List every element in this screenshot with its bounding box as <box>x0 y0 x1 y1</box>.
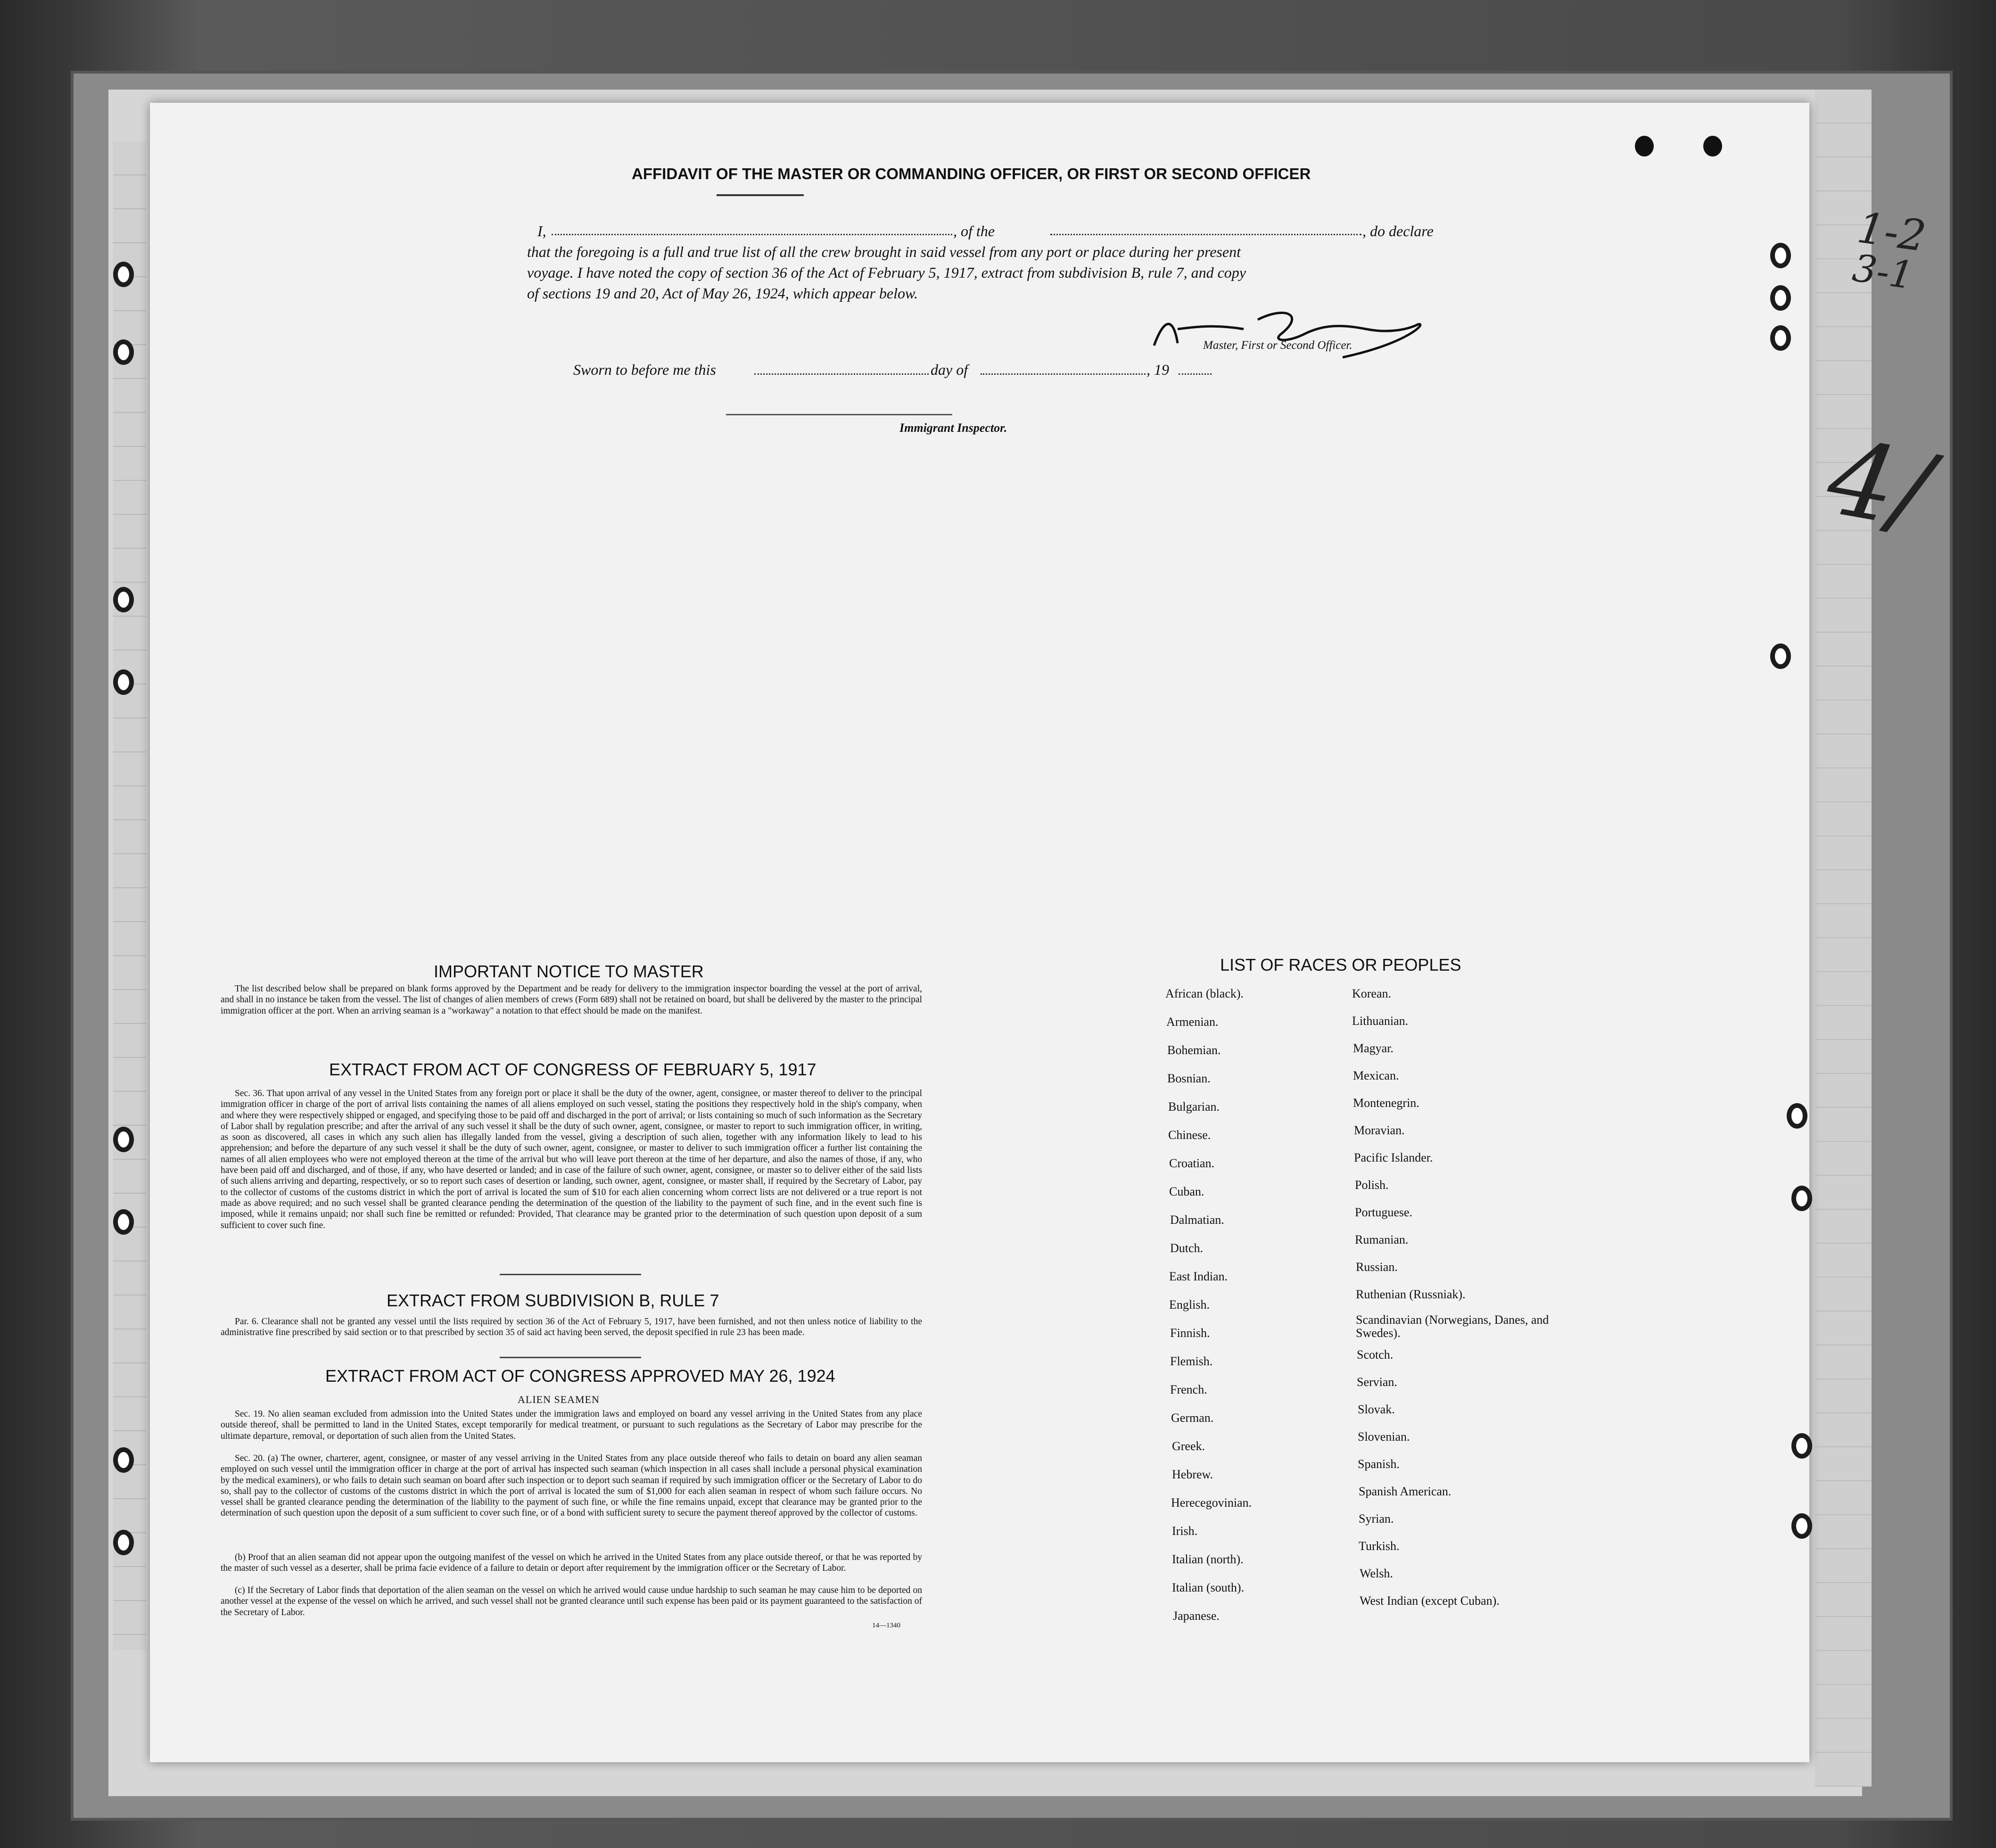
extract-1924-title: EXTRACT FROM ACT OF CONGRESS APPROVED MAY 26, 1924 <box>325 1366 835 1386</box>
binder-hole <box>113 587 134 612</box>
race-item: Bosnian. <box>1167 1072 1211 1085</box>
vessel-name-field[interactable] <box>1050 234 1361 235</box>
punch-hole <box>1703 136 1722 157</box>
race-item: Portuguese. <box>1355 1205 1413 1219</box>
race-item: English. <box>1169 1298 1210 1312</box>
race-item: Scotch. <box>1357 1348 1394 1361</box>
race-item: Hebrew. <box>1172 1468 1213 1481</box>
race-item: African (black). <box>1165 987 1244 1000</box>
race-item: Rumanian. <box>1355 1233 1409 1246</box>
year-label: , 19 <box>1146 361 1169 378</box>
section-divider <box>500 1357 641 1358</box>
race-item: Servian. <box>1357 1375 1397 1389</box>
race-item: Turkish. <box>1359 1539 1400 1553</box>
extract-1917-body: Sec. 36. That upon arrival of any vessel in the United States from any foreign port or place it shall be the duty of the owner, agent, consignee, or master thereof to deliver to the principal immigration officer in charge of the port of arrival lists containing the names of all aliens employed on such vessel, stating the positions they respectively hold in the ship's company, when and where they were respectively shipped or engaged, and specifying those to be paid off and discharged in the port of arrival; or lists containing so much of such information as the Secretary of Labor shall by regulation prescribe; and after the arrival of any such vessel it shall be the duty of such owner, agent, consignee, or master to report to such immigration officer, in writing, as soon as discovered, all cases in which any such alien has illegally landed from the vessel, giving a description of such alien, together with any information likely to lead to his apprehension; and before the departure of any such vessel it shall be the duty of such owner, agent, consignee, or master to deliver to such immigration officer a further list containing the names of all alien employees who were not employed thereon at the time of the arrival but who will leave port thereon at the time of her departure, and also the names of those, if any, who have been paid off and discharged, and of those, if any, who have deserted or landed; and in case of the failure of such owner, agent, consignee, or master so to deliver either of the said lists of such aliens arriving and departing, respectively, or so to report such cases of desertion or landing, such owner, agent, consignee, or master shall, if required by the Secretary of Labor, pay to the collector of customs of the customs district in which the port of arrival is located the sum of $10 for each alien concerning whom correct lists are not delivered or a true report is not made as above required; and no such vessel shall be granted clearance pending the determination of the question of the liability to the payment of such fine, and in the event such fine is imposed, while it remains unpaid; nor shall such fine be remitted or refunded: Provided, That clearance may be granted prior to the determination of such question upon deposit of a sum sufficient to cover such fine. <box>221 1089 922 1230</box>
sworn-day-field[interactable] <box>754 373 929 375</box>
binder-hole <box>1770 243 1791 268</box>
race-item: Italian (south). <box>1172 1581 1245 1594</box>
binder-hole <box>113 262 134 287</box>
race-item: Japanese. <box>1173 1609 1220 1623</box>
race-item: Polish. <box>1355 1178 1389 1192</box>
race-item: Slovak. <box>1358 1402 1395 1416</box>
race-item: Cuban. <box>1169 1185 1204 1198</box>
inspector-signature-line <box>726 414 952 415</box>
day-of-label: day of <box>931 361 968 378</box>
form-number: 14—1340 <box>872 1622 900 1629</box>
race-item: Ruthenian (Russniak). <box>1356 1287 1466 1301</box>
binder-hole <box>1791 1513 1812 1539</box>
sworn-label: Sworn to before me this <box>573 361 716 378</box>
binder-hole <box>1770 285 1791 311</box>
handwritten-mark: 4/ <box>1819 416 1940 553</box>
race-item: Finnish. <box>1170 1326 1210 1340</box>
race-item: Armenian. <box>1166 1015 1219 1029</box>
race-item: Dalmatian. <box>1170 1213 1224 1227</box>
affidavit-line-2: that the foregoing is a full and true list of all the crew brought in said vessel from any port or place during her present <box>527 243 1241 260</box>
race-item: Greek. <box>1172 1439 1205 1453</box>
binder-hole <box>113 1127 134 1152</box>
race-item: Spanish American. <box>1359 1485 1452 1498</box>
race-item: Scandinavian (Norwegians, Danes, and Swedes). <box>1356 1313 1549 1340</box>
race-item: Bulgarian. <box>1168 1100 1220 1114</box>
race-item: Lithuanian. <box>1352 1014 1409 1028</box>
race-item: Syrian. <box>1359 1512 1394 1526</box>
binder-hole <box>1787 1103 1807 1129</box>
notice-body: The list described below shall be prepared on blank forms approved by the Department and be ready for delivery to the immigration inspector boarding the vessel at the port of arrival, and shall in no instance be taken from the vessel. The list of changes of alien members of crews (Form 689) shall not be retained on board, but shall be delivered by the master to the principal immigration officer at the port. When an arriving seaman is a "workaway" a notation to that effect should be made on the manifest. <box>221 984 922 1016</box>
notice-title: IMPORTANT NOTICE TO MASTER <box>434 962 704 981</box>
signature-caption: Master, First or Second Officer. <box>1203 339 1353 352</box>
affidavit-page <box>150 103 1809 1762</box>
title-underline <box>717 194 804 196</box>
extract-rule7-body: Par. 6. Clearance shall not be granted any vessel until the lists required by section 36 of the Act of February 5, 1917, have been furnished, and not then unless notice of liability to the administrative fine prescribed by said section or to that prescribed by section 35 of said act having been served, the deposit specified in rule 23 has been made. <box>221 1317 922 1338</box>
race-item: Russian. <box>1356 1260 1398 1274</box>
binder-hole <box>1770 644 1791 669</box>
extract-1917-title: EXTRACT FROM ACT OF CONGRESS OF FEBRUARY 5, 1917 <box>329 1060 817 1079</box>
do-declare-label: , do declare <box>1362 223 1434 239</box>
affidavit-line-4: of sections 19 and 20, Act of May 26, 1924, which appear below. <box>527 285 918 302</box>
section-divider <box>500 1274 641 1275</box>
race-item: Montenegrin. <box>1353 1096 1419 1110</box>
race-item: Croatian. <box>1169 1156 1215 1170</box>
affidavit-i-label: I, <box>537 223 546 239</box>
race-item: Spanish. <box>1358 1457 1400 1471</box>
punch-hole <box>1635 136 1654 157</box>
extract-1924-sec19: Sec. 19. No alien seaman excluded from admission into the United States under the immigration laws and employed on board any vessel arriving in the United States from any place outside thereof, shall be permitted to land in the United States, except temporarily for medical treatment, or pursuant to such regulations as the Secretary of Labor may prescribe for the ultimate departure, removal, or deportation of such alien from the United States. <box>221 1409 922 1441</box>
extract-rule7-title: EXTRACT FROM SUBDIVISION B, RULE 7 <box>387 1291 719 1310</box>
race-item: Dutch. <box>1170 1241 1204 1255</box>
underlying-page-edge <box>1815 90 1872 1787</box>
race-item: French. <box>1170 1383 1207 1396</box>
race-item: Herecegovinian. <box>1171 1496 1252 1510</box>
affidavit-title: AFFIDAVIT OF THE MASTER OR COMMANDING OFFICER, OR FIRST OR SECOND OFFICER <box>632 165 1311 182</box>
race-item: Mexican. <box>1353 1069 1399 1082</box>
binder-hole <box>113 1209 134 1235</box>
race-item: East Indian. <box>1169 1270 1228 1283</box>
race-item: Pacific Islander. <box>1354 1151 1433 1164</box>
race-item: Moravian. <box>1354 1123 1405 1137</box>
sworn-month-field[interactable] <box>981 373 1146 375</box>
sworn-year-field[interactable] <box>1179 373 1212 375</box>
binder-hole <box>113 339 134 365</box>
race-item: German. <box>1171 1411 1214 1425</box>
binder-hole <box>1791 1433 1812 1459</box>
binder-hole <box>113 1530 134 1555</box>
binder-hole <box>1791 1186 1812 1211</box>
handwritten-mark: 1-2 <box>1854 203 1929 262</box>
alien-seamen-subtitle: ALIEN SEAMEN <box>518 1394 600 1405</box>
underlying-page-edge-left <box>113 141 146 1650</box>
of-the-label: , of the <box>953 223 995 239</box>
binder-hole <box>1770 325 1791 351</box>
binder-hole <box>113 1447 134 1473</box>
race-item: Chinese. <box>1168 1128 1211 1142</box>
binder-hole <box>113 669 134 695</box>
master-name-field[interactable] <box>552 234 952 235</box>
inspector-label: Immigrant Inspector. <box>899 421 1007 435</box>
affidavit-line-3: voyage. I have noted the copy of section 36 of the Act of February 5, 1917, extract from subdivision B, rule 7, and copy <box>527 264 1246 281</box>
extract-1924-sec20c: (c) If the Secretary of Labor finds that deportation of the alien seaman on the vessel on which he arrived would cause undue hardship to such seaman he may cause him to be deported on another vessel at the expense of the vessel on which he arrived, and such vessel shall not be granted clearance until such expense has been paid or its payment guaranteed to the satisfaction of the Secretary of Labor. <box>221 1585 922 1617</box>
race-item: Welsh. <box>1360 1567 1393 1580</box>
race-item: West Indian (except Cuban). <box>1360 1594 1500 1608</box>
handwritten-mark: 3-1 <box>1850 246 1916 298</box>
race-item: Magyar. <box>1353 1041 1394 1055</box>
extract-1924-sec20a: Sec. 20. (a) The owner, charterer, agent, consignee, or master of any vessel arriving in the United States from any place outside thereof who fails to detain on board any alien seaman employed on such vessel until the immigration officer in charge at the port of arrival has inspected such seaman (which inspection in all cases shall include a personal physical examination by the medical examiners), or who fails to detain such seaman on board after such inspection or to deport such seaman if required by such immigration officer or the Secretary of Labor to do so, shall pay to the collector of customs of the customs district in which the port of arrival is located the sum of $1,000 for each alien seaman in respect of whom such failure occurs. No vessel shall be granted clearance pending the determination of the liability to the payment of such fine, or while the fine remains unpaid, except that clearance may be granted prior to the determination of such question upon the deposit of a sum sufficient to cover such fine, or of a bond with sufficient surety to secure the payment thereof approved by the collector of customs. <box>221 1453 922 1518</box>
races-title: LIST OF RACES OR PEOPLES <box>1220 955 1461 974</box>
race-item: Bohemian. <box>1167 1043 1221 1057</box>
race-item: Italian (north). <box>1172 1552 1244 1566</box>
race-item: Korean. <box>1352 987 1392 1000</box>
extract-1924-sec20b: (b) Proof that an alien seaman did not appear upon the outgoing manifest of the vessel on which he arrived in the United States from any place outside thereof, or that he was reported by the master of such vessel as a deserter, shall be prima facie evidence of a failure to detain or deport after requirement by the immigration officer or the Secretary of Labor. <box>221 1552 922 1574</box>
race-item: Irish. <box>1172 1524 1198 1538</box>
race-item: Flemish. <box>1170 1354 1213 1368</box>
race-item: Slovenian. <box>1358 1430 1410 1444</box>
